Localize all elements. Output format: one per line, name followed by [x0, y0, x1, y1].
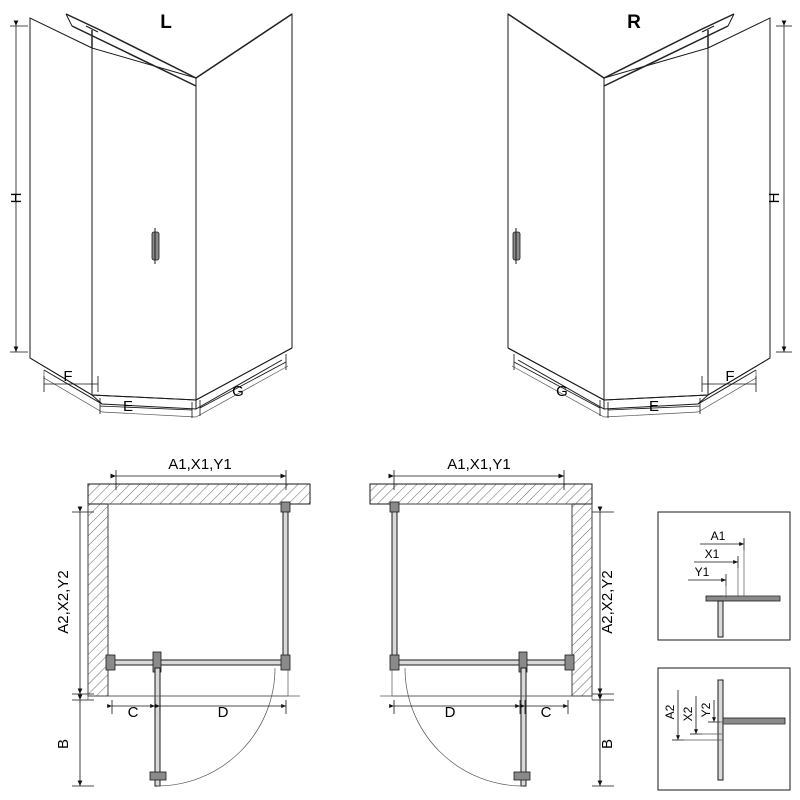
plan-left-top-label: A1,X1,Y1: [168, 456, 232, 473]
iso-right-f-label: F: [725, 368, 735, 385]
detail-top-a1-label: A1: [710, 529, 726, 543]
detail-bottom-a2-label: A2: [663, 704, 677, 720]
iso-left-e-label: E: [122, 398, 134, 415]
plan-right-top-label: A1,X1,Y1: [447, 456, 511, 473]
iso-right-g-label: G: [556, 383, 568, 400]
iso-right-height-label: H: [766, 192, 783, 204]
plan-left-d-label: D: [217, 704, 229, 721]
plan-left-c-label: C: [127, 704, 139, 721]
detail-top-y1-label: Y1: [694, 565, 710, 579]
iso-view-right: [508, 14, 792, 418]
detail-bottom-x2-label: X2: [681, 706, 695, 722]
plan-right-b-label: B: [599, 738, 616, 750]
iso-right-title: R: [627, 12, 641, 33]
iso-left-g-label: G: [232, 383, 244, 400]
detail-bottom-y2-label: Y2: [699, 702, 713, 718]
detail-bottom-view: [658, 668, 790, 790]
iso-left-height-label: H: [8, 192, 25, 204]
iso-left-title: L: [160, 12, 172, 33]
plan-left-side-label: A2,X2,Y2: [55, 570, 72, 634]
iso-left-f-label: F: [63, 368, 73, 385]
plan-left-b-label: B: [55, 738, 72, 750]
plan-right-c-label: C: [540, 704, 552, 721]
iso-view-left: [10, 14, 292, 418]
detail-top-x1-label: X1: [704, 547, 720, 561]
plan-right-side-label: A2,X2,Y2: [599, 570, 616, 634]
plan-view-right: [370, 470, 614, 786]
plan-view-left: [72, 470, 310, 786]
plan-right-d-label: D: [444, 704, 456, 721]
iso-right-e-label: E: [648, 398, 660, 415]
